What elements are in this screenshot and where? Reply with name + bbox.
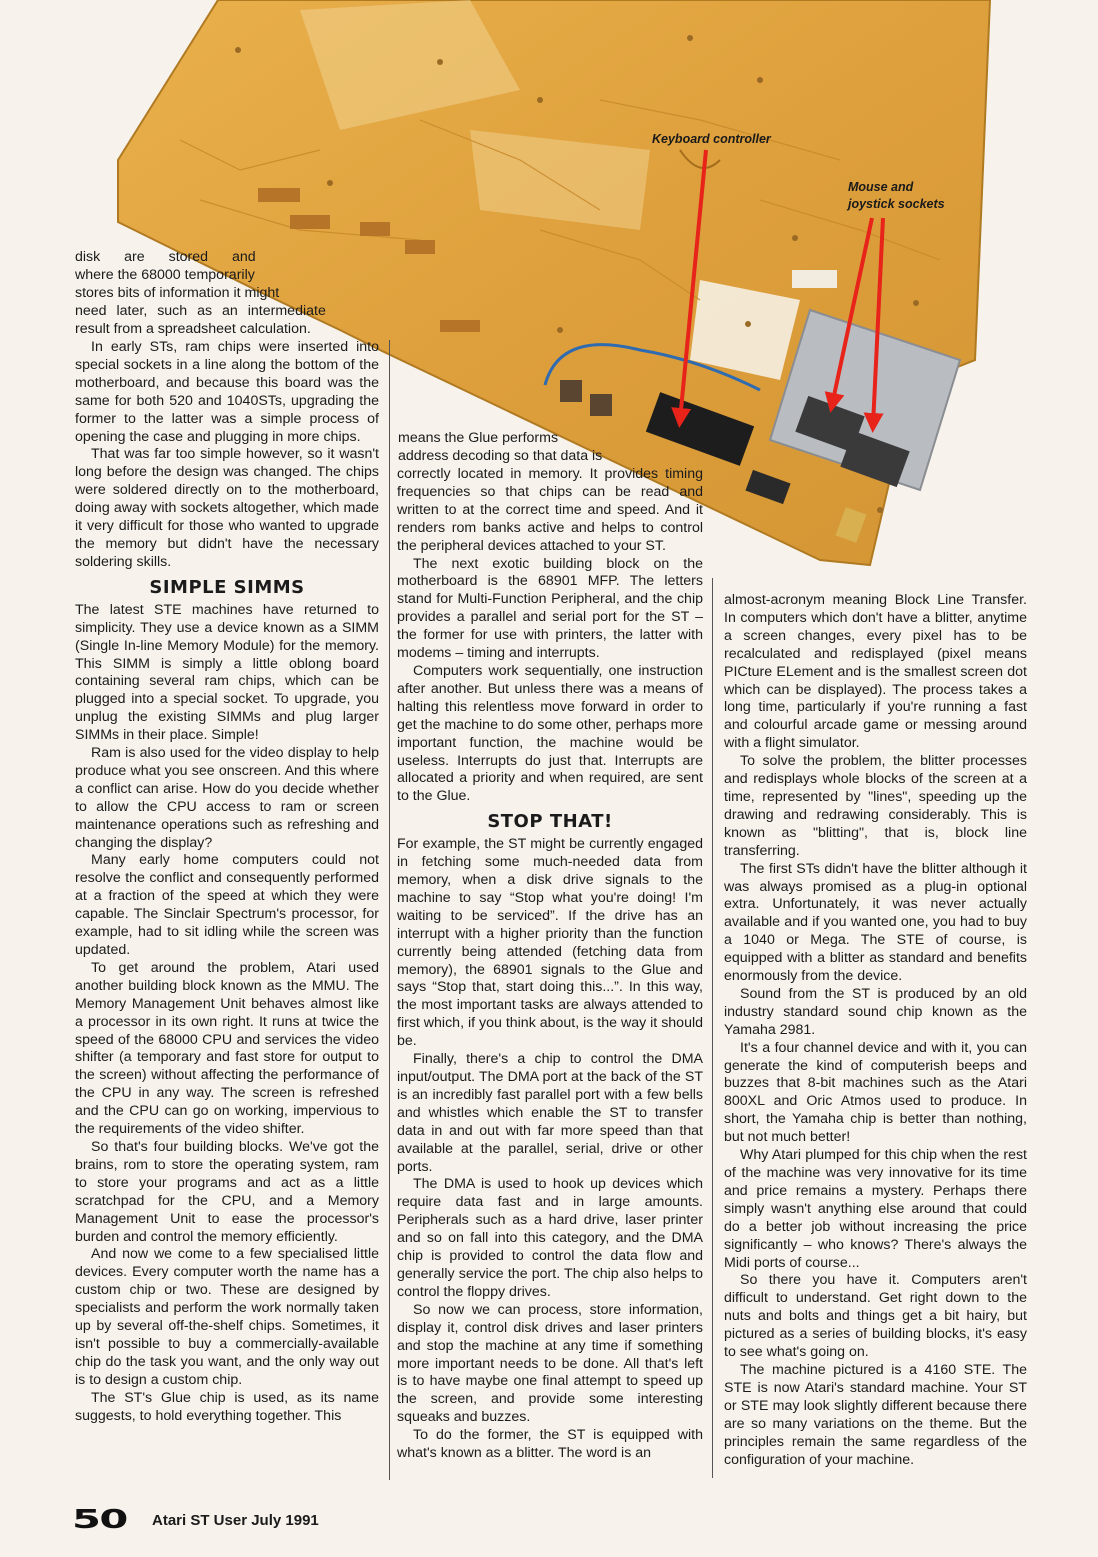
column1	[75, 339, 379, 1425]
text-line: need later, such as an intermediate	[75, 302, 326, 319]
paragraph: The DMA is used to hook up devices which require data fast and in large amounts. Peripherals such as a hard drive, laser printer and so on fall into this category, and the DMA chip is provided to control the data flow and generally service the port. The chip also helps to control the floppy drives.	[397, 1176, 703, 1300]
section-heading-simple-simms: SIMPLE SIMMS	[149, 576, 305, 598]
text-line: means the Glue performs	[398, 430, 559, 446]
column2	[397, 466, 703, 1463]
paragraph: For example, the ST might be currently engaged in fetching some much-needed data from memory, when a disk drive signals to the machine to say “Stop what you're doing! I'm waiting to be serviced”. If the drive has an interrupt with a higher priority than the function currently being attended (fetching data from memory), the 68901 signals to the Glue and says “Stop that, start doing this...”. In this way, the most important tasks are always attended to first which, if you think about, is the way it should be.	[397, 836, 703, 1050]
text-line: result from a spreadsheet calculation.	[75, 320, 311, 337]
callout-mouse-joystick	[848, 179, 945, 213]
text-line: where the 68000 temporarily	[75, 266, 255, 283]
paragraph: And now we come to a few specialised little devices. Every computer worth the name has a custom chip or two. These are designed by specialists and perform the work normally taken up by several off-the-shelf chips. Sometimes, it isn't possible to buy a commercially-available chip do the task you want, and the only way out is to design a custom chip.	[75, 1246, 379, 1388]
paragraph: Why Atari plumped for this chip when the rest of the machine was very innovative for its time and price remains a mystery. Perhaps there simply wasn't anything else around that could do a better job without increasing the price significantly – who knows? There's always the Midi ports of course...	[724, 1147, 1027, 1271]
page-footer	[72, 1505, 319, 1535]
callout-mouse-line1: Mouse and	[848, 180, 914, 194]
magazine-issue-title: Atari ST User July 1991	[152, 1511, 319, 1529]
column1-wrap-lines	[75, 249, 326, 339]
paragraph: So there you have it. Computers aren't difficult to understand. Get right down to the nuts and bolts and things get a bit hairy, but pictured as a series of building blocks, it's easy to see what's going on.	[724, 1272, 1027, 1361]
section-heading-stop-that: STOP THAT!	[487, 811, 613, 833]
paragraph: The next exotic building block on the motherboard is the 68901 MFP. The letters stand for Multi-Function Peripheral, and the chip provides a parallel and serial port for the ST – the former for use with printers, the latter with modems – timing and interrupts.	[397, 555, 703, 662]
paragraph: So that's four building blocks. We've got the brains, rom to store the operating system, ram to store your programs and act as a little scratchpad for the CPU, and a Memory Management Unit to ease the processor's burden and control the memory efficiently.	[75, 1138, 379, 1245]
column-divider	[389, 340, 390, 1480]
text-line: address decoding so that data is	[398, 447, 603, 464]
paragraph: Ram is also used for the video display to help produce what you see onscreen. And this where a conflict can arise. How do you decide whether to allow the CPU access to ram or screen maintenance operations such as refreshing and changing the display?	[75, 745, 379, 851]
paragraph: Computers work sequentially, one instruction after another. But unless there was a means of halting this relentless move forward in order to get the machine to do some other, perhaps more important function, the machine would be useless. Interrupts do just that. Interrupts are allocated a priority and when required, are sent to the Glue.	[397, 662, 704, 805]
text-line: stores bits of information it might	[75, 284, 280, 301]
column2-wrap-lines	[398, 430, 602, 466]
paragraph: Finally, there's a chip to control the DMA input/output. The DMA port at the back of the ST is an incredibly fast parallel port with a few bells and whistles which enable the ST to transfer data in and out with far more speed than that available at the parallel, serial, drive or other ports.	[397, 1051, 703, 1175]
paragraph: So now we can process, store information, display it, control disk drives and laser printers and stop the machine at any time if something more important needs to be done. All that's left is to have maybe one final attempt to speed up the screen, and provide some interesting squeaks and buzzes.	[397, 1301, 703, 1426]
page-number: 50	[72, 1505, 127, 1535]
paragraph: The machine pictured is a 4160 STE. The STE is now Atari's standard machine. Your ST or STE may look slightly different because there are so many variations on the theme. But the principles remain the same regardless of the configuration of your machine.	[724, 1361, 1027, 1468]
paragraph: To get around the problem, Atari used another building block known as the MMU. The Memory Management Unit behaves almost like a processor in its own right. It runs at twice the speed of the 68000 CPU and services the video shifter (a temporary and fast store for output to the screen) without affecting the performance of the CPU in any way. The screen is refreshed and the CPU can go on working, impervious to the requirements of the video shifter.	[75, 959, 379, 1138]
paragraph: That was far too simple however, so it wasn't long before the design was changed. The chips were soldered directly on to the motherboard, doing away with sockets altogether, which made it very difficult for those who wanted to upgrade the memory but didn't have the necessary soldering skills.	[75, 446, 379, 570]
paragraph: In early STs, ram chips were inserted into special sockets in a line along the bottom of the motherboard, and because this board was the same for both 520 and 1040STs, upgrading the former to the latter was a simple process of opening the case and plugging in more chips.	[75, 339, 379, 445]
paragraph: It's a four channel device and with it, you can generate the kind of computerish beeps and buzzes that 8-bit machines such as the Atari 800XL and Oric Atmos used to produce. In short, the Yamaha chip is better than nothing, but not much better!	[724, 1039, 1027, 1146]
text-line: disk are stored and	[75, 249, 256, 265]
paragraph: almost-acronym meaning Block Line Transfer. In computers which don't have a blitter, anytime a screen changes, every pixel has to be recalculated and redisplayed (pixel means PICture ELement and is the smallest screen dot which can be displayed). The process takes a long time, particularly if you're running a fast and colourful arcade game or messing around with a flight simulator.	[724, 592, 1027, 752]
paragraph: Many early home computers could not resolve the conflict and consequently performed at a fraction of the speed at which they were capable. The Sinclair Spectrum's processor, for example, had to sit idling while the screen was updated.	[75, 852, 379, 958]
column-divider	[712, 578, 713, 1478]
paragraph: Sound from the ST is produced by an old industry standard sound chip known as the Yamaha 2981.	[724, 985, 1027, 1038]
paragraph: correctly located in memory. It provides timing frequencies so that chips can be read and written to at the correct time and speed. And it renders rom banks active and helps to control the peripheral devices attached to your ST.	[397, 466, 703, 554]
paragraph: The first STs didn't have the blitter although it was always promised as a plug-in optional extra. Unfortunately, it was never actually available and if you wanted one, you had to buy a 1040 or Mega. The STE of course, is equipped with a blitter as standard and benefits enormously from the device.	[724, 860, 1027, 985]
paragraph: The latest STE machines have returned to simplicity. They use a device known as a SIMM (Single In-line Memory Module) for the memory. This SIMM is simply a little oblong board containing several ram chips, which can be plugged into a special socket. To upgrade, you unplug the existing SIMMs and plug larger SIMMs in their place. Simple!	[75, 601, 379, 744]
paragraph: To solve the problem, the blitter processes and redisplays whole blocks of the screen at a time, represented by "lines", speeding up the drawing and redrawing considerably. This is known as "blitting", that is, block line transferring.	[724, 753, 1027, 859]
column3	[724, 592, 1027, 1469]
callout-keyboard-controller: Keyboard controller	[652, 132, 771, 146]
callout-mouse-line2: joystick sockets	[848, 197, 945, 211]
paragraph: To do the former, the ST is equipped with what's known as a blitter. The word is an	[397, 1427, 703, 1462]
paragraph: The ST's Glue chip is used, as its name suggests, to hold everything together. This	[75, 1389, 379, 1424]
